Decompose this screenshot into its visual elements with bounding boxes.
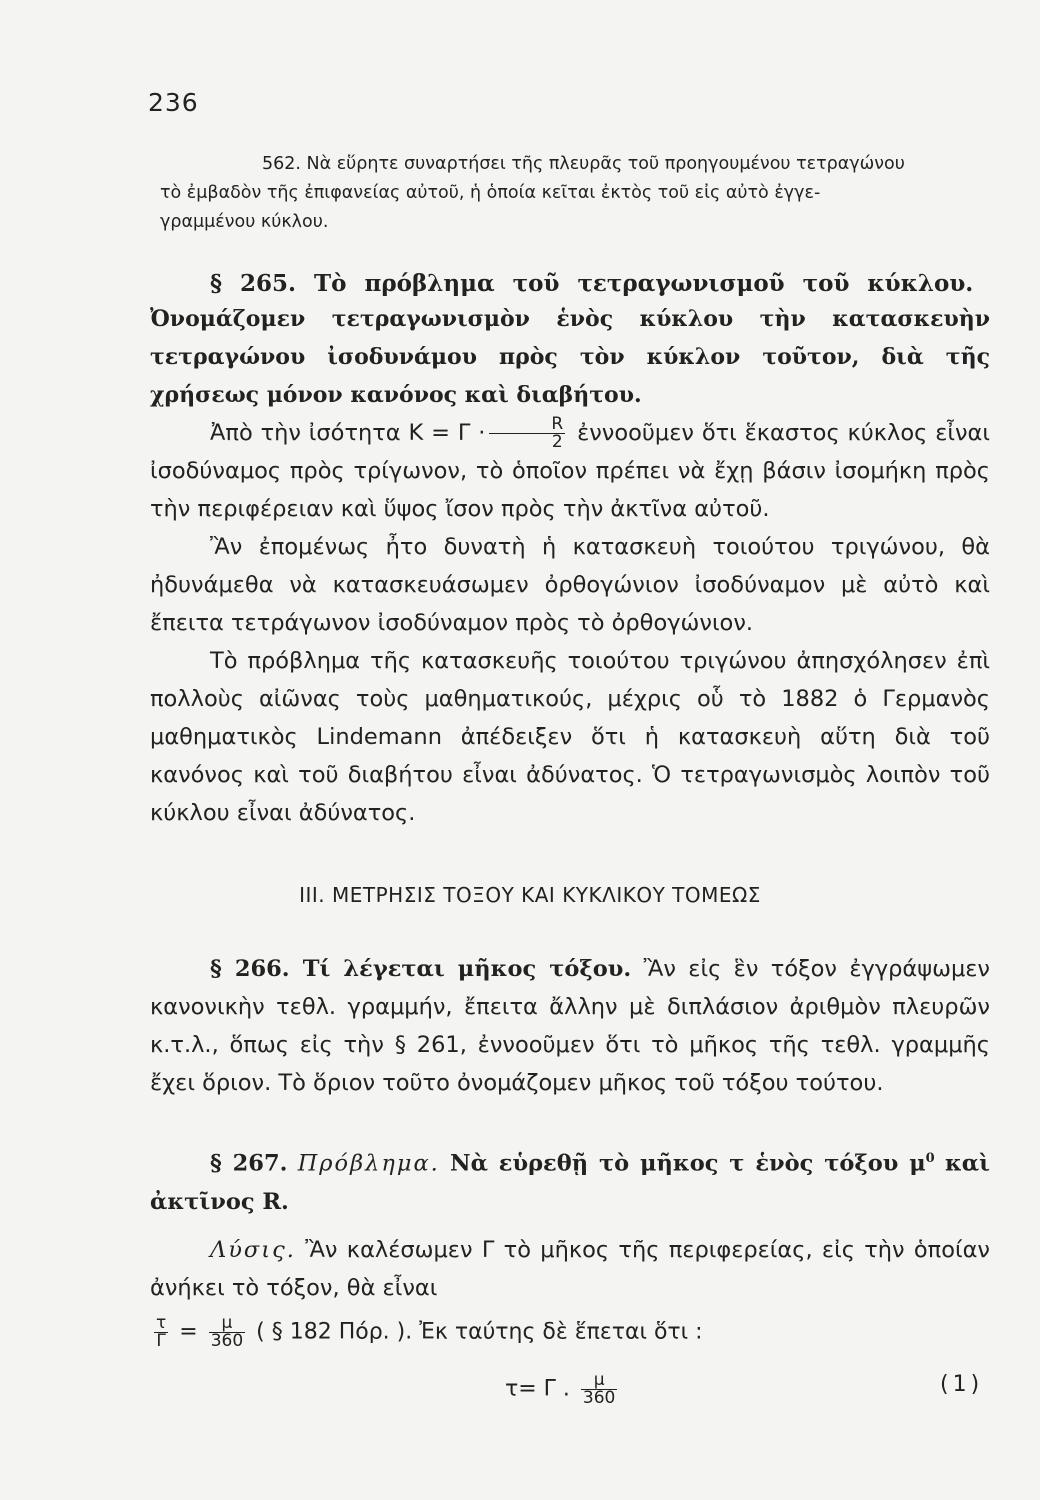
- section-265-body: [150, 414, 990, 832]
- fraction-denominator: 2: [489, 433, 565, 451]
- section-265-definition: Ὀνομάζομεν τετραγωνισμὸν ἑνὸς κύκλου τὴν κατασκευὴν τετραγώνου ἰσοδυνάμου πρὸς τὸν κύκλον τοῦτον, διὰ τῆς χρήσεως μόνον κανόνος καὶ διαβήτου.: [150, 306, 990, 408]
- formula-intro: Ἀπὸ τὴν ἰσότητα Κ = Γ ·: [210, 420, 486, 446]
- exercise-line-3: γραμμένου κύκλου.: [160, 212, 329, 232]
- equation-lhs: τ= Γ .: [505, 1376, 570, 1402]
- solution-text: Ἂν καλέσωμεν Γ τὸ μῆκος τῆς περιφερείας, εἰς τὴν ὁποίαν ἀνήκει τὸ τόξον, θὰ εἶναι: [150, 1236, 990, 1301]
- fraction-t-over-gamma: [154, 1315, 168, 1350]
- section-266: [150, 950, 990, 1102]
- fraction-denominator: Γ: [154, 1332, 168, 1350]
- equation-proportion: [150, 1315, 703, 1350]
- section-267-title: Νὰ εὑρεθῇ τὸ μῆκος τ ἑνὸς τόξου μ: [450, 1150, 926, 1177]
- section-266-paragraph: [150, 950, 990, 1102]
- exercise-line-2: τὸ ἐμβαδὸν τῆς ἐπιφανείας αὐτοῦ, ἡ ὁποία κεῖται ἐκτὸς τοῦ εἰς αὐτὸ ἐγγε-: [160, 183, 821, 203]
- equals-sign: =: [179, 1319, 198, 1345]
- fraction-mu-over-360: [209, 1315, 245, 1350]
- section-267: [150, 1140, 990, 1307]
- fraction-numerator: τ: [156, 1313, 167, 1333]
- solution-paragraph: [150, 1231, 990, 1307]
- fraction-numerator: μ: [593, 1370, 605, 1390]
- fraction-mu-over-360-final: [581, 1372, 617, 1407]
- section-267-number: § 267.: [210, 1150, 288, 1177]
- degree-superscript: 0: [925, 1151, 935, 1166]
- fraction-denominator: 360: [582, 1388, 616, 1408]
- fraction-denominator: 360: [210, 1331, 244, 1351]
- section-266-heading: § 266. Τί λέγεται μῆκος τόξου.: [210, 956, 632, 982]
- problem-word: Πρόβλημα.: [297, 1150, 440, 1177]
- section-267-title-end: καὶ ἀκτῖνος R.: [150, 1150, 991, 1215]
- equation-number: (1): [940, 1372, 984, 1397]
- fraction-r-over-2: [489, 416, 565, 451]
- fraction-numerator: R: [551, 414, 564, 434]
- chapter-3-heading: ΙΙΙ. ΜΕΤΡΗΣΙΣ ΤΟΞΟΥ ΚΑΙ ΚΥΚΛΙΚΟΥ ΤΟΜΕΩΣ: [299, 883, 761, 907]
- section-267-heading: [150, 1140, 990, 1221]
- equation-arc-length: [505, 1372, 621, 1407]
- equation-reference-text: ( § 182 Πόρ. ). Ἐκ ταύτης δὲ ἕπεται ὅτι :: [256, 1319, 703, 1345]
- paragraph-area-formula: [150, 414, 990, 528]
- solution-word: Λύσις.: [210, 1236, 296, 1263]
- exercise-line-1: 562. Νὰ εὕρητε συναρτήσει τῆς πλευρᾶς τοῦ προηγουμένου τετραγώνου: [262, 154, 905, 174]
- section-266-text: Ἂν εἰς ἓν τόξον ἐγγράψωμεν κανονικὴν τεθλ. γραμμήν, ἔπειτα ἄλλην μὲ διπλάσιον ἀριθμὸν πλευρῶν κ.τ.λ., ὅπως εἰς τὴν § 261, ἐννοοῦμεν ὅτι τὸ μῆκος τῆς τεθλ. γραμμῆς ἔχει ὅριον. Τὸ ὅριον τοῦτο ὀνομάζομεν μῆκος τοῦ τόξου τούτου.: [150, 956, 990, 1096]
- section-265-heading: § 265. Τὸ πρόβλημα τοῦ τετραγωνισμοῦ τοῦ κύκλου.: [210, 270, 974, 297]
- fraction-numerator: μ: [221, 1313, 233, 1333]
- paragraph-construction: Ἂν ἐπομένως ἦτο δυνατὴ ἡ κατασκευὴ τοιούτου τριγώνου, θὰ ἠδυνάμεθα νὰ κατασκευάσωμεν ὀρθογώνιον ἰσοδύναμον μὲ αὐτὸ καὶ ἔπειτα τετράγωνον ἰσοδύναμον πρὸς τὸ ὀρθογώνιον.: [150, 534, 990, 636]
- paragraph-lindemann: Τὸ πρόβλημα τῆς κατασκευῆς τοιούτου τριγώνου ἀπησχόλησεν ἐπὶ πολλοὺς αἰῶνας τοὺς μαθηματικούς, μέχρις οὗ τὸ 1882 ὁ Γερμανὸς μαθηματικὸς Lindemann ἀπέδειξεν ὅτι ἡ κατασκευὴ αὕτη διὰ τοῦ κανόνος καὶ τοῦ διαβήτου εἶναι ἀδύνατος. Ὁ τετραγωνισμὸς λοιπὸν τοῦ κύκλου εἶναι ἀδύνατος.: [150, 648, 990, 826]
- page-number: 236: [148, 88, 199, 117]
- paragraph-text: ἐννοοῦμεν ὅτι ἕκαστος κύκλος εἶναι ἰσοδύναμος πρὸς τρίγωνον, τὸ ὁποῖον πρέπει νὰ ἔχῃ βάσιν ἰσομήκη πρὸς τὴν περιφέρειαν καὶ ὕψος ἴσον πρὸς τὴν ἀκτῖνα αὐτοῦ.: [150, 420, 991, 522]
- exercise-562: [160, 150, 990, 237]
